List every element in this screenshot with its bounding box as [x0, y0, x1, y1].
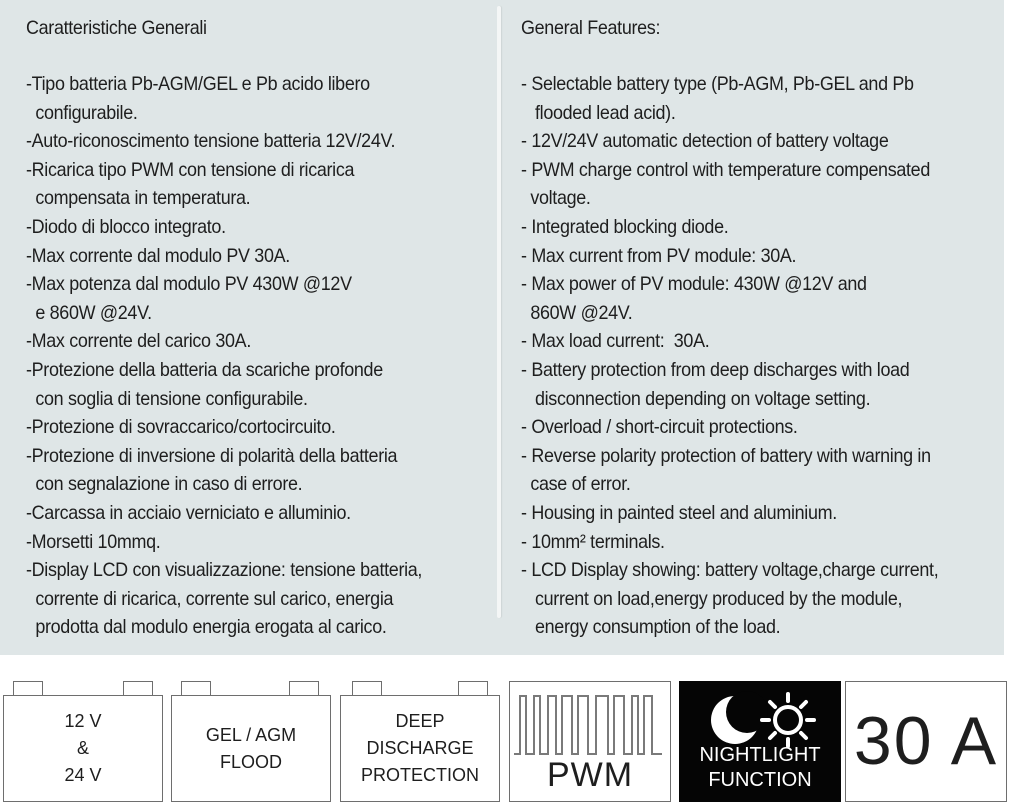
english-feature-line: - 10mm² terminals. — [521, 530, 665, 553]
italian-feature-line: -Protezione della batteria da scariche profonde — [26, 358, 383, 381]
sun-icon — [762, 694, 814, 746]
italian-feature-line: -Max corrente del carico 30A. — [26, 330, 251, 353]
italian-feature-line: -Ricarica tipo PWM con tensione di ricarica — [26, 158, 355, 181]
english-feature-line: - Integrated blocking diode. — [521, 215, 729, 238]
english-feature-line: energy consumption of the load. — [521, 616, 781, 639]
italian-feature-line: prodotta dal modulo energia erogata al carico. — [26, 616, 387, 639]
italian-feature-line: corrente di ricarica, corrente sul carico, energia — [26, 587, 394, 610]
english-feature-line: - Max current from PV module: 30A. — [521, 244, 797, 267]
english-feature-line: - Battery protection from deep discharges with load — [521, 358, 910, 381]
feature-icons-strip — [0, 676, 1015, 806]
english-feature-line: - Selectable battery type (Pb-AGM, Pb-GEL and Pb — [521, 73, 914, 95]
italian-feature-line: -Max potenza dal modulo PV 430W @12V — [26, 273, 352, 296]
italian-feature-line: -Auto-riconoscimento tensione batteria 12V/24V. — [26, 130, 396, 153]
italian-feature-line: -Morsetti 10mmq. — [26, 530, 161, 553]
voltage-label: 12 V & 24 V — [64, 711, 102, 785]
battery-voltage-icon — [3, 676, 163, 802]
nightlight-label: NIGHTLIGHT FUNCTION — [699, 744, 821, 791]
english-feature-line: - Housing in painted steel and aluminium. — [521, 501, 837, 524]
italian-feature-line: -Carcassa in acciaio verniciato e alluminio. — [26, 501, 351, 524]
english-feature-line: flooded lead acid). — [521, 101, 676, 124]
italian-feature-line: -Max corrente dal modulo PV 30A. — [26, 244, 290, 267]
pwm-label: PWM — [546, 756, 634, 794]
battery-terminal-icon — [352, 681, 382, 695]
italian-feature-line: -Display LCD con visualizzazione: tensione batteria, — [26, 559, 423, 582]
english-feature-line: - 12V/24V automatic detection of battery voltage — [521, 130, 889, 153]
english-feature-line: voltage. — [521, 187, 591, 210]
italian-features-title: Caratteristiche Generali — [26, 17, 207, 39]
english-feature-line: - Max power of PV module: 430W @12V and — [521, 273, 867, 296]
italian-feature-line: e 860W @24V. — [26, 301, 152, 324]
english-feature-line: current on load,energy produced by the module, — [521, 587, 903, 610]
moon-icon — [711, 691, 768, 744]
battery-terminal-icon — [181, 681, 211, 695]
english-feature-line: disconnection depending on voltage setting. — [521, 387, 871, 410]
italian-feature-line: -Protezione di inversione di polarità della batteria — [26, 444, 398, 467]
max-current-icon — [845, 681, 1007, 802]
english-features-title: General Features: — [521, 17, 661, 39]
italian-feature-line: -Tipo batteria Pb-AGM/GEL e Pb acido libero — [26, 73, 370, 95]
english-feature-line: - PWM charge control with temperature compensated — [521, 158, 930, 181]
battery-body — [340, 695, 500, 802]
english-feature-line: - Overload / short-circuit protections. — [521, 416, 798, 439]
english-feature-line: case of error. — [521, 473, 631, 496]
nightlight-icon — [679, 681, 841, 802]
battery-terminal-icon — [123, 681, 153, 695]
battery-type-label: GEL / AGM FLOOD — [205, 724, 297, 772]
italian-feature-line: con soglia di tensione configurabile. — [26, 387, 308, 410]
italian-feature-line: -Diodo di blocco integrato. — [26, 215, 226, 238]
english-feature-line: - LCD Display showing: battery voltage,charge current, — [521, 559, 939, 582]
english-features-list — [521, 70, 999, 642]
battery-body — [3, 695, 163, 802]
english-feature-line: - Max load current: 30A. — [521, 330, 710, 353]
italian-feature-line: configurabile. — [26, 101, 138, 124]
battery-terminal-icon — [289, 681, 319, 695]
italian-feature-line: -Protezione di sovraccarico/cortocircuito. — [26, 416, 336, 439]
italian-feature-line: compensata in temperatura. — [26, 187, 251, 210]
battery-terminal-icon — [13, 681, 43, 695]
deep-discharge-label: DEEP DISCHARGE PROTECTION — [360, 711, 479, 785]
italian-feature-line: con segnalazione in caso di errore. — [26, 473, 303, 496]
english-feature-line: - Reverse polarity protection of battery with warning in — [521, 444, 931, 467]
english-feature-line: 860W @24V. — [521, 301, 633, 324]
battery-body — [171, 695, 331, 802]
pwm-icon — [509, 681, 671, 802]
italian-features-list — [26, 70, 486, 642]
battery-terminal-icon — [458, 681, 488, 695]
deep-discharge-icon — [340, 676, 500, 802]
column-divider — [497, 6, 501, 618]
pwm-waveform-icon — [510, 682, 669, 762]
battery-type-icon — [171, 676, 331, 802]
max-current-label: 30 A — [853, 703, 999, 779]
